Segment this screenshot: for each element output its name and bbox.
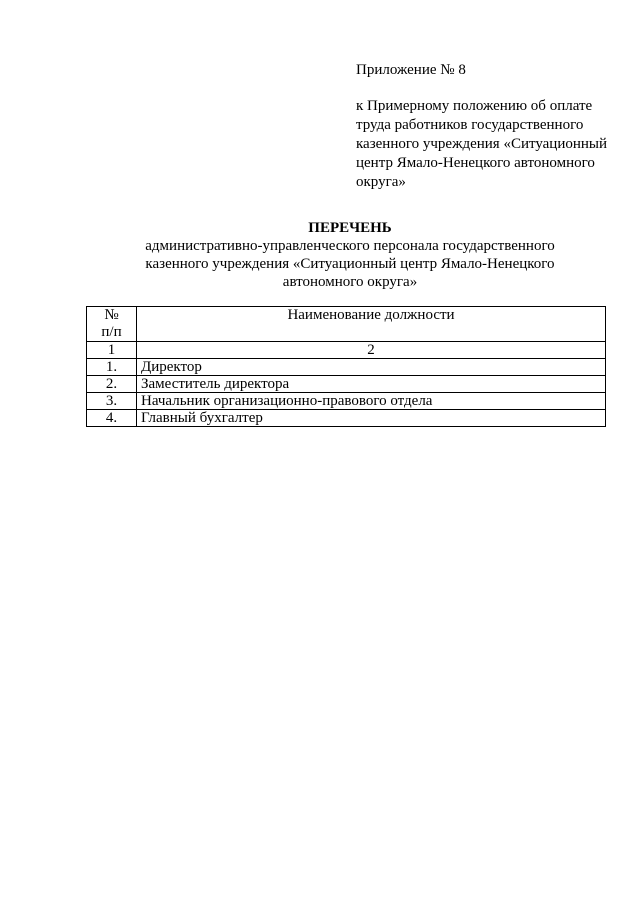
position-name: Главный бухгалтер: [137, 410, 606, 427]
appendix-reference-line: центр Ямало-Ненецкого автономного: [356, 155, 595, 171]
appendix-reference-line: округа»: [356, 174, 406, 190]
position-name: Заместитель директора: [137, 376, 606, 393]
document-title: ПЕРЕЧЕНЬ: [308, 220, 392, 236]
appendix-label: Приложение № 8: [356, 62, 466, 78]
column-number-cell: 1: [87, 342, 137, 359]
row-number: 4.: [87, 410, 137, 427]
header-position-name: Наименование должности: [137, 307, 606, 342]
appendix-reference-line: к Примерному положению об оплате: [356, 98, 593, 114]
table-header-row: [87, 307, 606, 342]
header-number-cell: [87, 307, 137, 342]
table-row: [87, 359, 606, 376]
document-subtitle-line: административно-управленческого персонала государственного: [145, 238, 555, 254]
appendix-reference: [356, 97, 626, 192]
column-number-cell: 2: [137, 342, 606, 359]
header-number-symbol: №: [104, 307, 119, 323]
document-subtitle-line: автономного округа»: [282, 274, 418, 290]
appendix-reference-line: труда работников государственного: [356, 117, 584, 133]
positions-table: [86, 306, 606, 427]
position-name: Директор: [137, 359, 606, 376]
row-number: 2.: [87, 376, 137, 393]
position-name: Начальник организационно-правового отдела: [137, 393, 606, 410]
document-subtitle-line: казенного учреждения «Ситуационный центр Ямало-Ненецкого: [145, 256, 555, 272]
table-row: [87, 410, 606, 427]
table-row: [87, 393, 606, 410]
column-number-row: [87, 342, 606, 359]
document-subtitle: [100, 237, 600, 291]
header-number-abbrev: п/п: [101, 324, 122, 340]
row-number: 3.: [87, 393, 137, 410]
document-heading: [100, 219, 600, 291]
row-number: 1.: [87, 359, 137, 376]
appendix-reference-line: казенного учреждения «Ситуационный: [356, 136, 608, 152]
table-row: [87, 376, 606, 393]
